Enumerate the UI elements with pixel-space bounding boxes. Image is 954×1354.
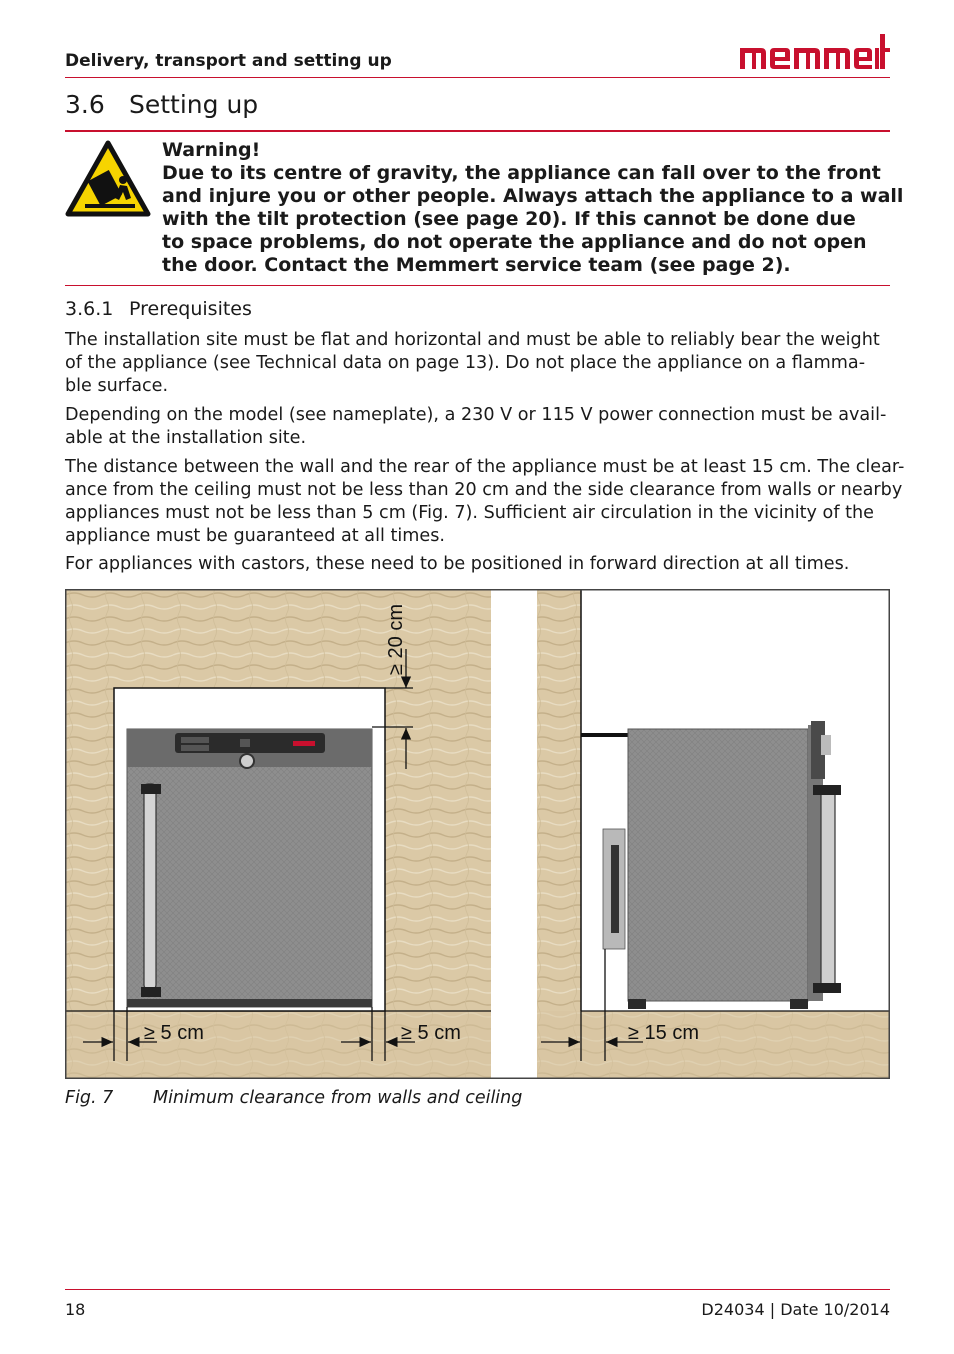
section-heading bbox=[65, 90, 258, 119]
text-line: appliances must not be less than 5 cm (Fig. 7). Sufficient air circulation in the vicinity of the bbox=[65, 503, 874, 523]
paragraph-clearance bbox=[65, 456, 905, 548]
subsection-heading bbox=[65, 298, 252, 320]
text-line: ble surface. bbox=[65, 376, 169, 396]
left-clearance-label: ≥ 5 cm bbox=[144, 1022, 204, 1044]
front-view-panel bbox=[65, 589, 491, 1079]
warning-line: and injure you or other people. Always attach the appliance to a wall bbox=[162, 185, 904, 207]
text-line: The installation site must be flat and horizontal and must be able to reliably bear the weight bbox=[65, 330, 880, 350]
running-header: Delivery, transport and setting up bbox=[65, 51, 392, 71]
clearance-figure bbox=[65, 589, 890, 1079]
section-number: 3.6 bbox=[65, 90, 105, 119]
warning-line: to space problems, do not operate the appliance and do not open bbox=[162, 231, 867, 253]
warning-line: Due to its centre of gravity, the appliance can fall over to the front bbox=[162, 162, 881, 184]
rear-clearance-label: ≥ 15 cm bbox=[628, 1022, 699, 1044]
text-line: For appliances with castors, these need to be positioned in forward direction at all times. bbox=[65, 554, 850, 574]
text-line: ance from the ceiling must not be less than 20 cm and the side clearance from walls or nearby bbox=[65, 480, 903, 500]
figure-caption bbox=[65, 1088, 522, 1108]
section-title: Setting up bbox=[129, 90, 259, 119]
right-clearance-label: ≥ 5 cm bbox=[401, 1022, 461, 1044]
warning-line: with the tilt protection (see page 20). If this cannot be done due bbox=[162, 208, 856, 230]
tilt-warning-icon bbox=[65, 140, 151, 218]
document-id: D24034 | Date 10/2014 bbox=[701, 1300, 890, 1319]
text-line: appliance must be guaranteed at all times. bbox=[65, 526, 445, 546]
figure-label: Fig. 7 bbox=[65, 1088, 114, 1108]
text-line: Depending on the model (see nameplate), a 230 V or 115 V power connection must be avail- bbox=[65, 405, 887, 425]
warning-rule bbox=[65, 285, 890, 286]
text-line: The distance between the wall and the rear of the appliance must be at least 15 cm. The clear- bbox=[65, 457, 905, 477]
warning-line: the door. Contact the Memmert service team (see page 2). bbox=[162, 254, 791, 276]
ceiling-clearance-label: ≥ 20 cm bbox=[385, 604, 407, 675]
subsection-number: 3.6.1 bbox=[65, 298, 114, 320]
warning-line: Warning! bbox=[162, 139, 261, 161]
paragraph-installation-site bbox=[65, 329, 895, 398]
page-number: 18 bbox=[65, 1300, 86, 1319]
memmert-logo bbox=[738, 32, 890, 74]
figure-caption-text: Minimum clearance from walls and ceiling bbox=[153, 1088, 523, 1108]
side-view-panel bbox=[537, 589, 890, 1079]
text-line: able at the installation site. bbox=[65, 428, 307, 448]
paragraph-power bbox=[65, 404, 895, 450]
text-line: of the appliance (see Technical data on page 13). Do not place the appliance on a flamma- bbox=[65, 353, 866, 373]
subsection-title: Prerequisites bbox=[129, 298, 252, 320]
warning-text bbox=[162, 139, 904, 277]
heading-rule bbox=[65, 130, 890, 132]
header-rule bbox=[65, 77, 890, 78]
paragraph-castors bbox=[65, 553, 895, 576]
footer-rule bbox=[65, 1289, 890, 1290]
